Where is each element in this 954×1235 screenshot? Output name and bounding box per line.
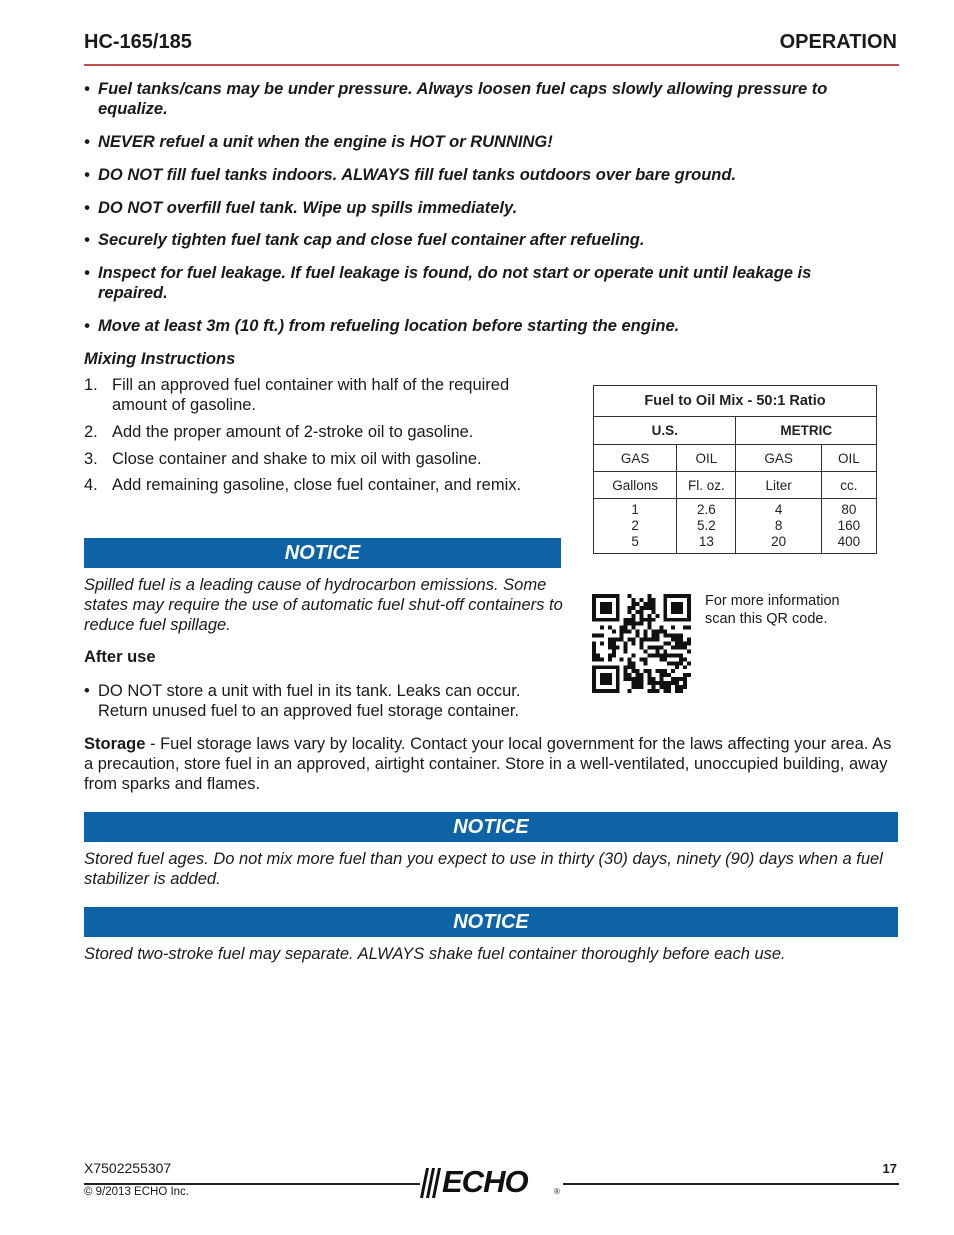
notice-banner: NOTICE xyxy=(84,538,561,568)
warning-text: Move at least 3m (10 ft.) from refueling location before starting the engine. xyxy=(98,317,680,335)
mix-table-col-gas: GAS xyxy=(736,445,821,472)
qr-caption-line: For more information xyxy=(705,593,840,609)
after-use-text: DO NOT store a unit with fuel in its tank. Leaks can occur. Return unused fuel to an approved fuel storage container. xyxy=(98,682,521,720)
step-number: 3. xyxy=(84,450,98,468)
mixing-step xyxy=(84,375,544,415)
echo-logo xyxy=(420,1165,563,1201)
qr-caption-line: scan this QR code. xyxy=(705,611,828,627)
document-model: HC-165/185 xyxy=(84,31,192,53)
mix-table-unit: Liter xyxy=(736,472,821,499)
mix-table-col-gas: GAS xyxy=(594,445,677,472)
footer-rule-left xyxy=(84,1183,420,1185)
echo-logo-stripes-icon xyxy=(420,1168,442,1198)
mix-value: 1 xyxy=(631,502,639,517)
section-title: OPERATION xyxy=(779,31,897,53)
warning-text: Inspect for fuel leakage. If fuel leakage is found, do not start or operate unit until leakage is repaired. xyxy=(98,264,812,302)
storage-label: Storage xyxy=(84,735,146,753)
mix-table-col-oil: OIL xyxy=(821,445,876,472)
bullet: • xyxy=(84,80,90,98)
warning-item xyxy=(84,316,869,336)
warning-text: Securely tighten fuel tank cap and close fuel container after refueling. xyxy=(98,231,645,249)
mix-table-unit: Fl. oz. xyxy=(677,472,736,499)
bullet: • xyxy=(84,231,90,249)
mix-table-title: Fuel to Oil Mix - 50:1 Ratio xyxy=(594,386,877,417)
mix-table-group-metric: METRIC xyxy=(736,417,877,445)
notice-text: Stored two-stroke fuel may separate. ALWAYS shake fuel container thoroughly before each use. xyxy=(84,945,786,963)
mixing-step xyxy=(84,449,564,469)
mix-value: 400 xyxy=(837,534,861,549)
mixing-instructions-heading: Mixing Instructions xyxy=(84,350,236,368)
bullet: • xyxy=(84,264,90,282)
warning-item xyxy=(84,230,869,250)
step-text: Add the proper amount of 2-stroke oil to gasoline. xyxy=(112,423,474,441)
mix-table-cell xyxy=(736,499,821,554)
warning-item xyxy=(84,132,869,152)
step-number: 4. xyxy=(84,476,98,494)
step-text: Close container and shake to mix oil with gasoline. xyxy=(112,450,482,468)
bullet: • xyxy=(84,133,90,151)
mix-value: 2 xyxy=(631,518,639,533)
mix-table-col-oil: OIL xyxy=(677,445,736,472)
mix-table-group-us: U.S. xyxy=(594,417,736,445)
mix-value: 4 xyxy=(774,502,783,517)
notice-banner: NOTICE xyxy=(84,907,898,937)
echo-logo-text: ECHO xyxy=(442,1164,528,1199)
mix-table-unit: cc. xyxy=(821,472,876,499)
storage-text: - Fuel storage laws vary by locality. Contact your local government for the laws affecting your area. As a precaution, store fuel in an approved, airtight container. Store in a well-ventilated, unoccupied building, away from sparks and flames. xyxy=(84,735,892,793)
registered-mark: ® xyxy=(554,1187,560,1196)
qr-code-icon xyxy=(592,594,691,693)
fuel-oil-mix-table xyxy=(593,385,877,554)
page-number: 17 xyxy=(882,1161,897,1176)
warning-item xyxy=(84,198,869,218)
bullet: • xyxy=(84,199,90,217)
bullet: • xyxy=(84,317,90,335)
bullet: • xyxy=(84,682,90,700)
mix-table-unit: Gallons xyxy=(594,472,677,499)
step-text: Add remaining gasoline, close fuel container, and remix. xyxy=(112,476,522,494)
footer-rule-right xyxy=(563,1183,899,1185)
header-rule xyxy=(84,64,899,66)
warning-item xyxy=(84,263,869,303)
mix-table-cell xyxy=(677,499,736,554)
after-use-item xyxy=(84,681,554,721)
mix-value: 80 xyxy=(841,502,857,517)
notice-text: Spilled fuel is a leading cause of hydrocarbon emissions. Some states may require the use of automatic fuel shut-off containers to reduce fuel spillage. xyxy=(84,576,563,634)
step-number: 2. xyxy=(84,423,98,441)
step-number: 1. xyxy=(84,376,98,394)
warning-text: DO NOT overfill fuel tank. Wipe up spills immediately. xyxy=(98,199,518,217)
mix-value: 2.6 xyxy=(696,502,716,517)
part-number: X7502255307 xyxy=(84,1160,172,1176)
mix-value: 160 xyxy=(837,518,861,533)
qr-code[interactable] xyxy=(592,594,691,693)
mix-table-cell xyxy=(594,499,677,554)
mixing-step xyxy=(84,422,564,442)
warning-item xyxy=(84,79,869,119)
notice-banner: NOTICE xyxy=(84,812,898,842)
qr-caption xyxy=(705,592,840,628)
mix-value: 5.2 xyxy=(696,518,716,533)
warning-text: NEVER refuel a unit when the engine is HOT or RUNNING! xyxy=(98,133,553,151)
mix-value: 5 xyxy=(631,534,639,549)
storage-paragraph xyxy=(84,734,899,794)
mix-value: 8 xyxy=(774,518,783,533)
warning-text: Fuel tanks/cans may be under pressure. Always loosen fuel caps slowly allowing pressure to equalize. xyxy=(98,80,828,118)
mix-value: 13 xyxy=(698,534,714,549)
after-use-heading: After use xyxy=(84,648,156,666)
bullet: • xyxy=(84,166,90,184)
notice-text: Stored fuel ages. Do not mix more fuel than you expect to use in thirty (30) days, ninety (90) days when a fuel stabilizer is added. xyxy=(84,850,883,888)
mixing-step xyxy=(84,475,564,495)
step-text: Fill an approved fuel container with half of the required amount of gasoline. xyxy=(112,376,510,414)
warning-text: DO NOT fill fuel tanks indoors. ALWAYS fill fuel tanks outdoors over bare ground. xyxy=(98,166,737,184)
warning-item xyxy=(84,165,869,185)
mix-table-cell xyxy=(821,499,876,554)
mix-value: 20 xyxy=(771,534,787,549)
copyright: © 9/2013 ECHO Inc. xyxy=(84,1186,189,1198)
